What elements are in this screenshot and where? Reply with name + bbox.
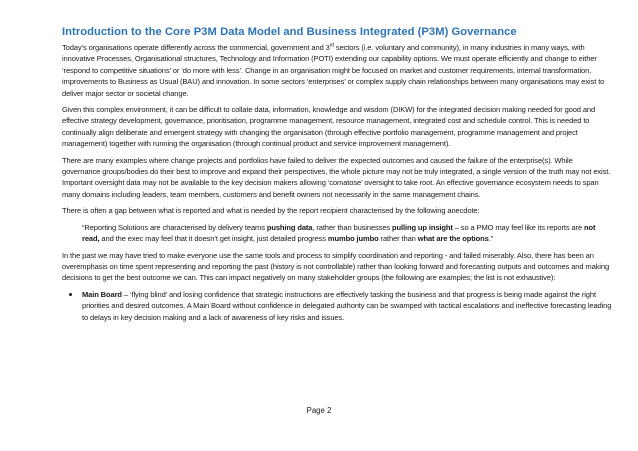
- quote-text: “Reporting Solutions are characterised by delivery teams: [82, 222, 267, 232]
- quote-emphasis: mumbo jumbo: [327, 234, 379, 244]
- stakeholder-list: [62, 289, 612, 323]
- quote-emphasis: pushing data: [266, 222, 313, 232]
- paragraph-past-approach: In the past we may have tried to make everyone use the same tools and process to simplify coordination and reporting - and failed miserably. Also, there has been an overemphasis on time spent representing and reporting the past (history is not controllable) rather than looking forward and forecasting outputs and outcomes and making decisions to get the best outcome we can. This can impact negatively on many stakeholder groups (the following are examples; the list is not exhaustive):: [62, 250, 610, 283]
- quote-text: – so a PMO may feel like its reports are: [452, 222, 585, 232]
- quote-text: .”: [488, 234, 494, 244]
- list-item: [62, 289, 612, 323]
- list-item-label: Main Board: [82, 289, 122, 299]
- paragraph-failure-examples: There are many examples where change projects and portfolios have failed to deliver the expected outcomes and caused the failure of the enterprise(s). While governance groups/bodies do their best to improve and expand their perspectives, the whole picture may not be truly integrated, a single version of the truth may not exist. Important oversight data may not be available to the key decision makers allowing ‘comatose’ oversight to take root. An effective governance ecosystem needs to span many domains including leaders, team members, customers and benefit owners not necessarily in the same management chains.: [62, 155, 611, 199]
- quote-emphasis: not read,: [82, 222, 596, 244]
- quote-text: and the exec may feel that it doesn’t get insight, just detailed progress: [99, 234, 328, 244]
- quote-text: , rather than businesses: [312, 222, 393, 232]
- paragraph-reporting-gap: There is often a gap between what is reported and what is needed by the report recipient characterised by the following anecdote:: [62, 206, 480, 216]
- anecdote-quote: [82, 222, 612, 245]
- paragraph-complex-environment: Given this complex environment, it can be difficult to collate data, information, knowledge and wisdom (DIKW) for the integrated decision making needed for good and effective strategy development, governance, prioritisation, programme management, resource management, integrated cost and schedule control. This is needed to continually align deliberate and emergent strategy with changing the organisation (through effective portfolio management, programme management and project management) together with running the organisation (through continual product and service improvement management).: [62, 105, 596, 149]
- page-number: Page 2: [306, 406, 332, 415]
- ordinal-superscript: rd: [329, 42, 334, 49]
- paragraph-intro: [62, 42, 612, 99]
- bullet-icon: [69, 293, 72, 296]
- list-item-text: – ‘flying blind’ and losing confidence that strategic instructions are effectively tasking the business and that progress is being made against the right priorities and desired outcomes. A Main Board without confidence in delegated authority can be swamped with tactical escalations and ineffective forecasting leading to delays in key decision making and a lack of awareness of key risks and issues.: [82, 289, 612, 322]
- document-title: Introduction to the Core P3M Data Model and Business Integrated (P3M) Governance: [62, 26, 517, 38]
- quote-emphasis: what are the options: [417, 234, 489, 244]
- paragraph-intro-start: Today’s organisations operate differently across the commercial, government and 3: [62, 43, 330, 52]
- quote-emphasis: pulling up insight: [392, 222, 453, 232]
- paragraph-intro-rest: sectors (i.e. voluntary and community), in many industries in many ways, with innovative Processes, Organisational structures, Technology and Information (POTI) extending our capability options. We must operate efficiently and change to either ‘respond to competitive situations’ or ‘do more with less’. Change in an organisation might be focused on market and customer requirements, internal transformation, improvements to Business as Usual (BAU) and innovation. In some sectors ‘enterprises’ or complex supply chain relationships between many organisations may exist to deliver major sector or societal change.: [62, 43, 605, 98]
- quote-text: rather than: [378, 234, 418, 244]
